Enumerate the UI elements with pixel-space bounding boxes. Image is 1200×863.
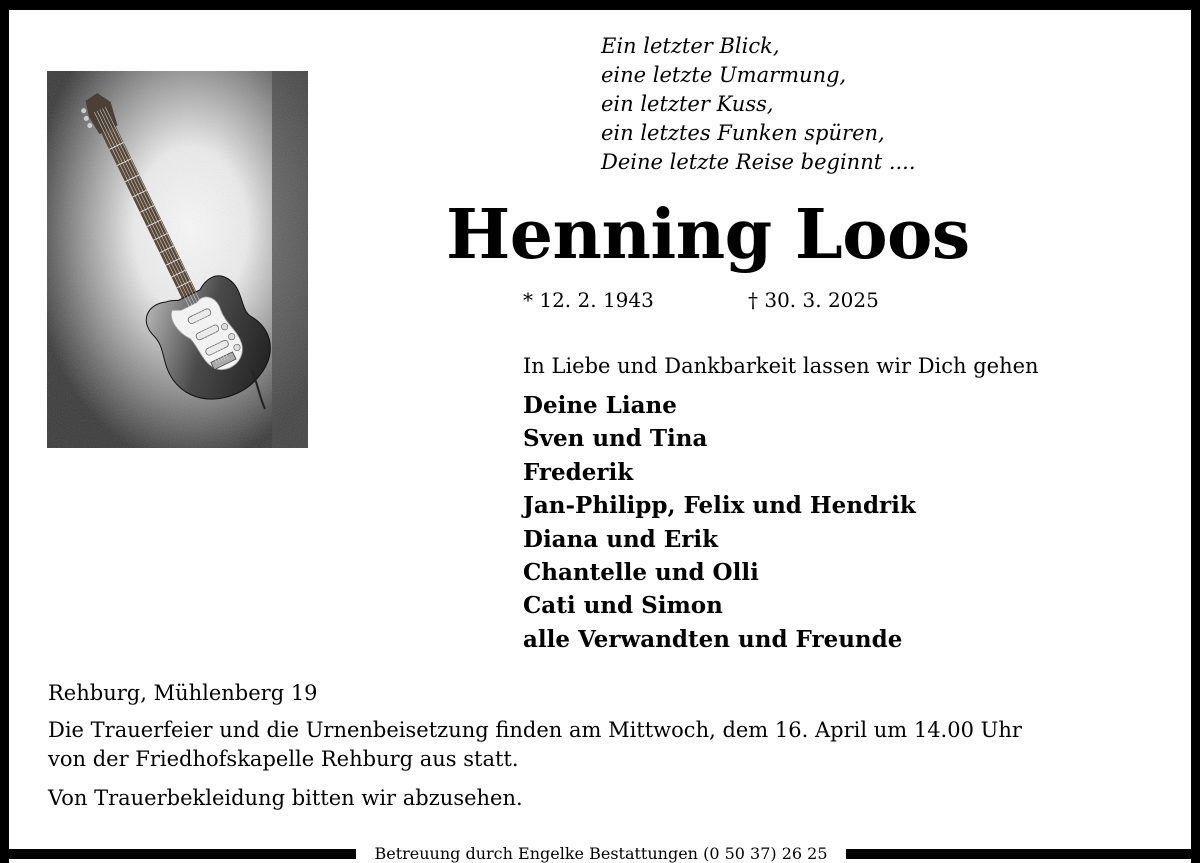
clothing-note: Von Trauerbekleidung bitten wir abzusehen.: [48, 786, 523, 810]
ceremony-line: Die Trauerfeier und die Urnenbeisetzung finden am Mittwoch, dem 16. April um 14.00 Uhr: [48, 718, 1022, 742]
footer-rule-left: [0, 849, 356, 859]
footer-rule-right: [846, 849, 1200, 859]
death-date: † 30. 3. 2025: [748, 288, 879, 312]
mourner-entry: Frederik: [523, 458, 634, 486]
guitar-photo: [47, 71, 308, 448]
deceased-name: Henning Loos: [446, 195, 970, 275]
poem-line: eine letzte Umarmung,: [601, 63, 847, 87]
mourner-entry: Diana und Erik: [523, 525, 719, 553]
poem-line: ein letzter Kuss,: [601, 92, 774, 116]
mourner-entry: Cati und Simon: [523, 592, 723, 620]
poem-line: Deine letzte Reise beginnt ....: [601, 150, 916, 174]
poem: [601, 32, 916, 177]
mourner-entry: Sven und Tina: [523, 425, 708, 453]
mourner-entry: alle Verwandten und Freunde: [523, 625, 903, 653]
ceremony-line: von der Friedhofskapelle Rehburg aus statt.: [48, 747, 519, 771]
footer-text: Betreuung durch Engelke Bestattungen (0 50 37) 26 25: [374, 844, 828, 863]
mourner-entry: Chantelle und Olli: [523, 558, 759, 586]
electric-guitar-icon: [47, 71, 308, 448]
ceremony-info: [48, 716, 1022, 774]
birth-date: * 12. 2. 1943: [523, 288, 654, 312]
mourner-entry: Jan-Philipp, Felix und Hendrik: [523, 492, 916, 520]
intro-text: In Liebe und Dankbarkeit lassen wir Dich gehen: [523, 354, 1039, 378]
mourners-list: [523, 389, 916, 656]
poem-line: Ein letzter Blick,: [601, 34, 780, 58]
footer-bar: [0, 844, 1200, 863]
address: Rehburg, Mühlenberg 19: [48, 681, 318, 705]
poem-line: ein letztes Funken spüren,: [601, 121, 885, 145]
mourner-entry: Deine Liane: [523, 392, 677, 419]
